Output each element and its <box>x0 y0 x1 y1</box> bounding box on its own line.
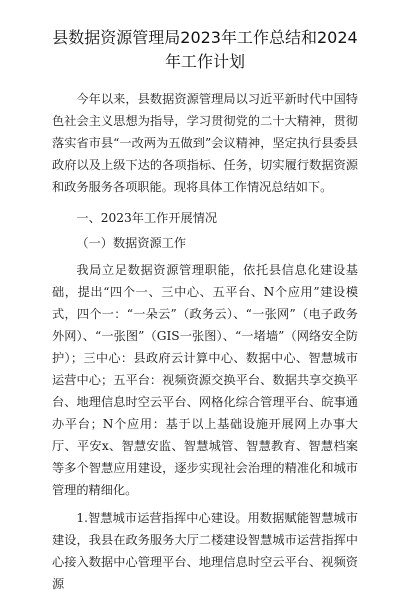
title-line-1: 县数据资源管理局2023年工作总结和2024 <box>52 28 358 47</box>
subsection-body: 我局立足数据资源管理职能，依托县信息化建设基础，提出“四个一、三中心、五平台、N个应用”建设模式，四个一：“一朵云”（政务云）、“一张网”（电子政务外网）、“一张图”（GIS一张图）、“一堵墙”（网络安全防护）；三中心：县政府云计算中心、数据中心、智慧城市运营中心；五平台：视频资源交换平台、数据共享交换平台、地理信息时空云平台、网格化综合管理平台、皖事通办平台；N个应用：基于以上基础设施开展网上办事大厅、平安x、智慧安监、智慧城管、智慧教育、智慧档案等多个智慧应用建设，逐步实现社会治理的精准化和城市管理的精细化。 <box>52 263 358 497</box>
document-title <box>52 26 358 74</box>
title-line-2: 年工作计划 <box>164 52 245 71</box>
subsection-heading: （一）数据资源工作 <box>76 236 187 250</box>
item-paragraph: 1.智慧城市运营指挥中心建设。用数据赋能智慧城市建设，我县在政务服务大厅二楼建设智慧城市运营指挥中心接入数据中心管理平台、地理信息时空云平台、视频资源 <box>52 511 358 591</box>
intro-paragraph: 今年以来，县数据资源管理局以习近平新时代中国特色社会主义思想为指导，学习贯彻党的二十大精神，贯彻落实省市县“一改两为五做到”会议精神，坚定执行县委县政府以及上级下达的各项指标、任务，切实履行数据资源和政务服务各项职能。现将具体工作情况总结如下。 <box>52 92 358 194</box>
section-heading: 一、2023年工作开展情况 <box>76 211 218 225</box>
spacer <box>52 198 358 204</box>
